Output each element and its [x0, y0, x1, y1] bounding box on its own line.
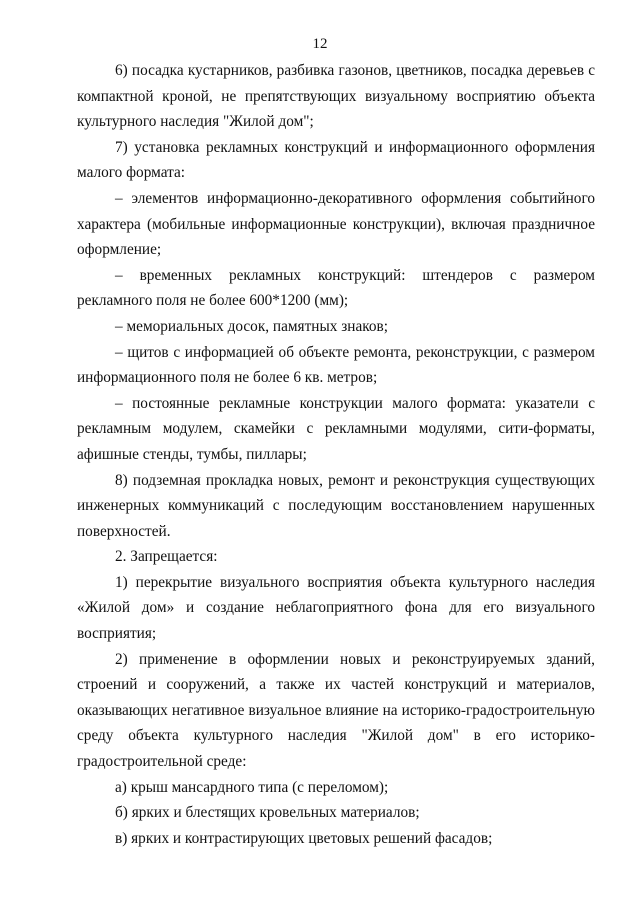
list-item-temporary-ads: – временных рекламных конструкций: штендеров с размером рекламного поля не более 600*1200 (мм);	[77, 266, 595, 310]
page-number: 12	[312, 36, 328, 52]
list-item-decorative: – элементов информационно-декоративного оформления событийного характера (мобильные информационные конструкции), включая праздничное оформление;	[77, 189, 595, 259]
list-item-b: б) ярких и блестящих кровельных материалов;	[115, 804, 420, 822]
list-item-c: в) ярких и контрастирующих цветовых решений фасадов;	[115, 829, 493, 847]
list-item-info-boards: – щитов с информацией об объекте ремонта, реконструкции, с размером информационного поля не более 6 кв. метров;	[77, 343, 595, 387]
paragraph-item-7: 7) установка рекламных конструкций и информационного оформления малого формата:	[77, 138, 595, 182]
list-item-permanent-ads: – постоянные рекламные конструкции малого формата: указатели с рекламным модулем, скамейки с рекламными модулями, сити-форматы, афишные стенды, тумбы, пиллары;	[77, 394, 595, 463]
document-body	[77, 58, 595, 851]
list-item-memorial-plaques: – мемориальных досок, памятных знаков;	[115, 317, 389, 335]
section-heading-prohibited: 2. Запрещается:	[115, 548, 218, 566]
paragraph-prohibited-1: 1) перекрытие визуального восприятия объекта культурного наследия «Жилой дом» и создание неблагоприятного фона для его визуального восприятия;	[77, 573, 595, 643]
paragraph-prohibited-2: 2) применение в оформлении новых и реконструируемых зданий, строений и сооружений, а также их частей конструкций и материалов, оказывающих негативное визуальное влияние на историко-градостроительную среду объекта культурного наследия "Жилой дом" в его историко-градостроительной среде:	[77, 650, 595, 771]
list-item-a: а) крыш мансардного типа (с переломом);	[115, 778, 389, 796]
paragraph-item-8: 8) подземная прокладка новых, ремонт и реконструкция существующих инженерных коммуникаций с последующим восстановлением нарушенных поверхностей.	[77, 471, 595, 540]
paragraph-item-6: 6) посадка кустарников, разбивка газонов, цветников, посадка деревьев с компактной кроной, не препятствующих визуальному восприятию объекта культурного наследия "Жилой дом";	[77, 62, 595, 131]
